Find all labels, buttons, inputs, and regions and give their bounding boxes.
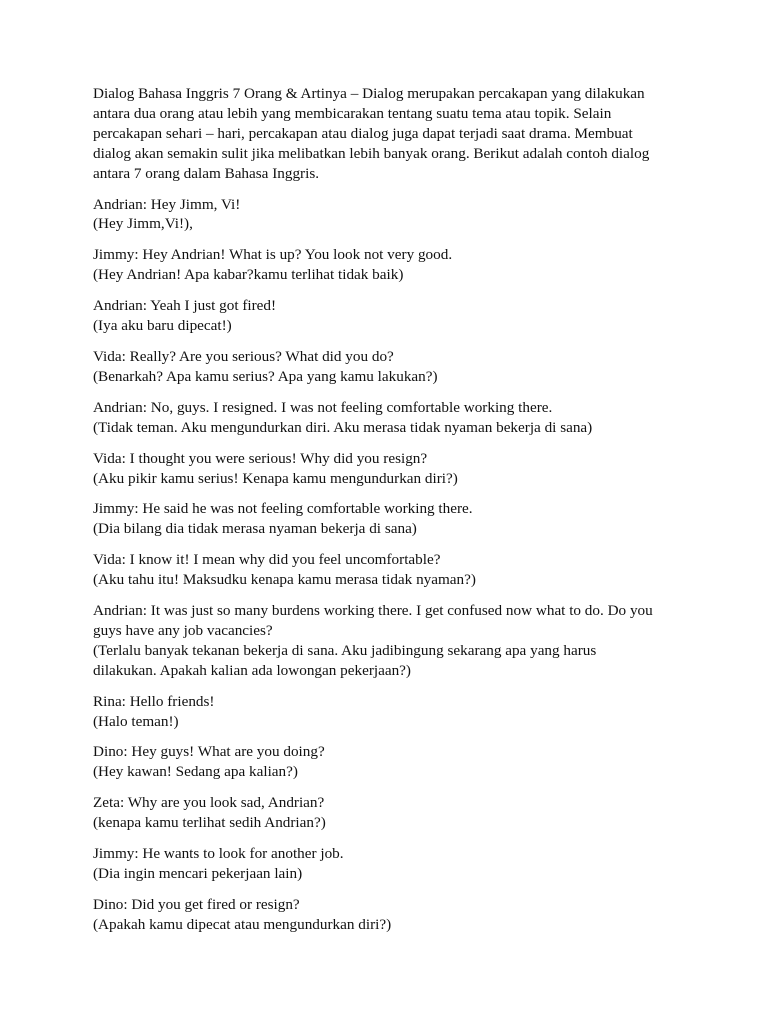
dialog-line: Vida: I thought you were serious! Why did you resign? [93, 449, 428, 467]
dialog-block [93, 245, 673, 285]
dialog-block [93, 195, 673, 235]
dialog-line: guys have any job vacancies? [93, 621, 273, 639]
dialog-line: Jimmy: He said he was not feeling comfortable working there. [93, 500, 473, 518]
intro-line: antara 7 orang dalam Bahasa Inggris. [93, 164, 320, 182]
translation-line: (Hey Andrian! Apa kabar?kamu terlihat tidak baik) [93, 266, 404, 284]
dialog-block [93, 692, 673, 732]
dialog-block [93, 601, 673, 681]
dialog-line: Zeta: Why are you look sad, Andrian? [93, 794, 325, 812]
translation-line: (Halo teman!) [93, 712, 179, 730]
dialog-line: Dino: Did you get fired or resign? [93, 895, 300, 913]
dialog-line: Andrian: No, guys. I resigned. I was not feeling comfortable working there. [93, 398, 553, 416]
intro-line: antara dua orang atau lebih yang membicarakan tentang suatu tema atau topik. Selain [93, 104, 612, 122]
dialog-line: Jimmy: Hey Andrian! What is up? You look not very good. [93, 246, 453, 264]
dialog-block [93, 398, 673, 438]
dialog-line: Jimmy: He wants to look for another job. [93, 845, 344, 863]
dialog-block [93, 499, 673, 539]
translation-line: (kenapa kamu terlihat sedih Andrian?) [93, 814, 326, 832]
translation-line: (Hey kawan! Sedang apa kalian?) [93, 763, 298, 781]
dialog-block [93, 742, 673, 782]
dialog-line: Vida: Really? Are you serious? What did you do? [93, 347, 394, 365]
dialog-line: Vida: I know it! I mean why did you feel uncomfortable? [93, 551, 441, 569]
dialog-line: Andrian: Hey Jimm, Vi! [93, 195, 241, 213]
intro-paragraph [93, 84, 673, 184]
translation-line: dilakukan. Apakah kalian ada lowongan pekerjaan?) [93, 661, 411, 679]
dialog-line: Rina: Hello friends! [93, 692, 215, 710]
translation-line: (Dia bilang dia tidak merasa nyaman bekerja di sana) [93, 520, 417, 538]
intro-line: percakapan sehari – hari, percakapan atau dialog juga dapat terjadi saat drama. Membuat [93, 124, 633, 142]
dialog-block [93, 296, 673, 336]
dialog-block [93, 550, 673, 590]
intro-line: dialog akan semakin sulit jika melibatkan lebih banyak orang. Berikut adalah contoh dialog [93, 144, 650, 162]
dialog-block [93, 844, 673, 884]
translation-line: (Terlalu banyak tekanan bekerja di sana. Aku jadibingung sekarang apa yang harus [93, 641, 597, 659]
dialog-block [93, 449, 673, 489]
dialog-line: Andrian: Yeah I just got fired! [93, 297, 277, 315]
document-page [93, 84, 673, 946]
translation-line: (Dia ingin mencari pekerjaan lain) [93, 865, 303, 882]
translation-line: (Tidak teman. Aku mengundurkan diri. Aku merasa tidak nyaman bekerja di sana) [93, 418, 593, 436]
dialog-line: Dino: Hey guys! What are you doing? [93, 743, 325, 761]
translation-line: (Aku tahu itu! Maksudku kenapa kamu merasa tidak nyaman?) [93, 571, 476, 589]
translation-line: (Iya aku baru dipecat!) [93, 317, 232, 335]
translation-line: (Benarkah? Apa kamu serius? Apa yang kamu lakukan?) [93, 367, 438, 385]
dialog-block [93, 895, 673, 935]
dialog-block [93, 793, 673, 833]
translation-line: (Hey Jimm,Vi!), [93, 215, 193, 233]
dialog-block [93, 347, 673, 387]
dialog-line: Andrian: It was just so many burdens working there. I get confused now what to do. Do you [93, 602, 653, 620]
translation-line: (Aku pikir kamu serius! Kenapa kamu mengundurkan diri?) [93, 469, 458, 487]
translation-line: (Apakah kamu dipecat atau mengundurkan diri?) [93, 915, 392, 933]
intro-line: Dialog Bahasa Inggris 7 Orang & Artinya – Dialog merupakan percakapan yang dilakukan [93, 85, 645, 102]
